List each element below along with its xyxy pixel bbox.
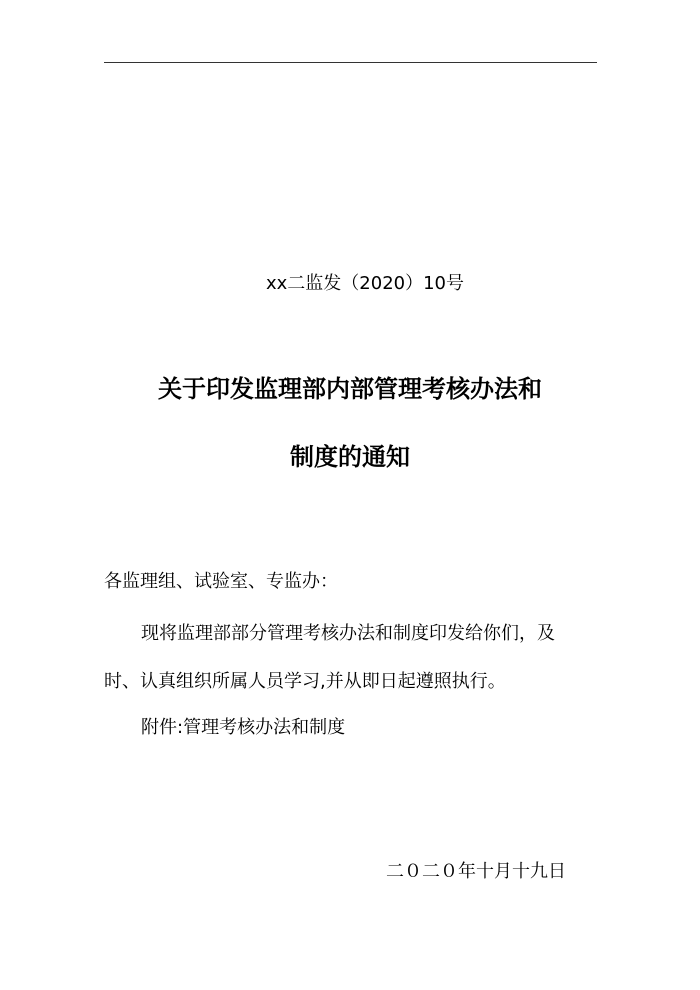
document-number: xx二监发（2020）10号 <box>265 273 465 294</box>
attachment-note: 附件:管理考核办法和制度 <box>141 717 346 738</box>
document-title-line-2: 制度的通知 <box>290 443 410 471</box>
document-title-line-1: 关于印发监理部内部管理考核办法和 <box>158 375 542 403</box>
body-paragraph-line-2: 时、认真组织所属人员学习,并从即日起遵照执行。 <box>104 671 506 692</box>
body-paragraph-line-1: 现将监理部部分管理考核办法和制度印发给你们，及 <box>141 623 555 644</box>
issue-date: 二０二０年十月十九日 <box>386 861 566 882</box>
header-rule <box>104 62 597 63</box>
salutation: 各监理组、试验室、专监办： <box>104 571 338 592</box>
